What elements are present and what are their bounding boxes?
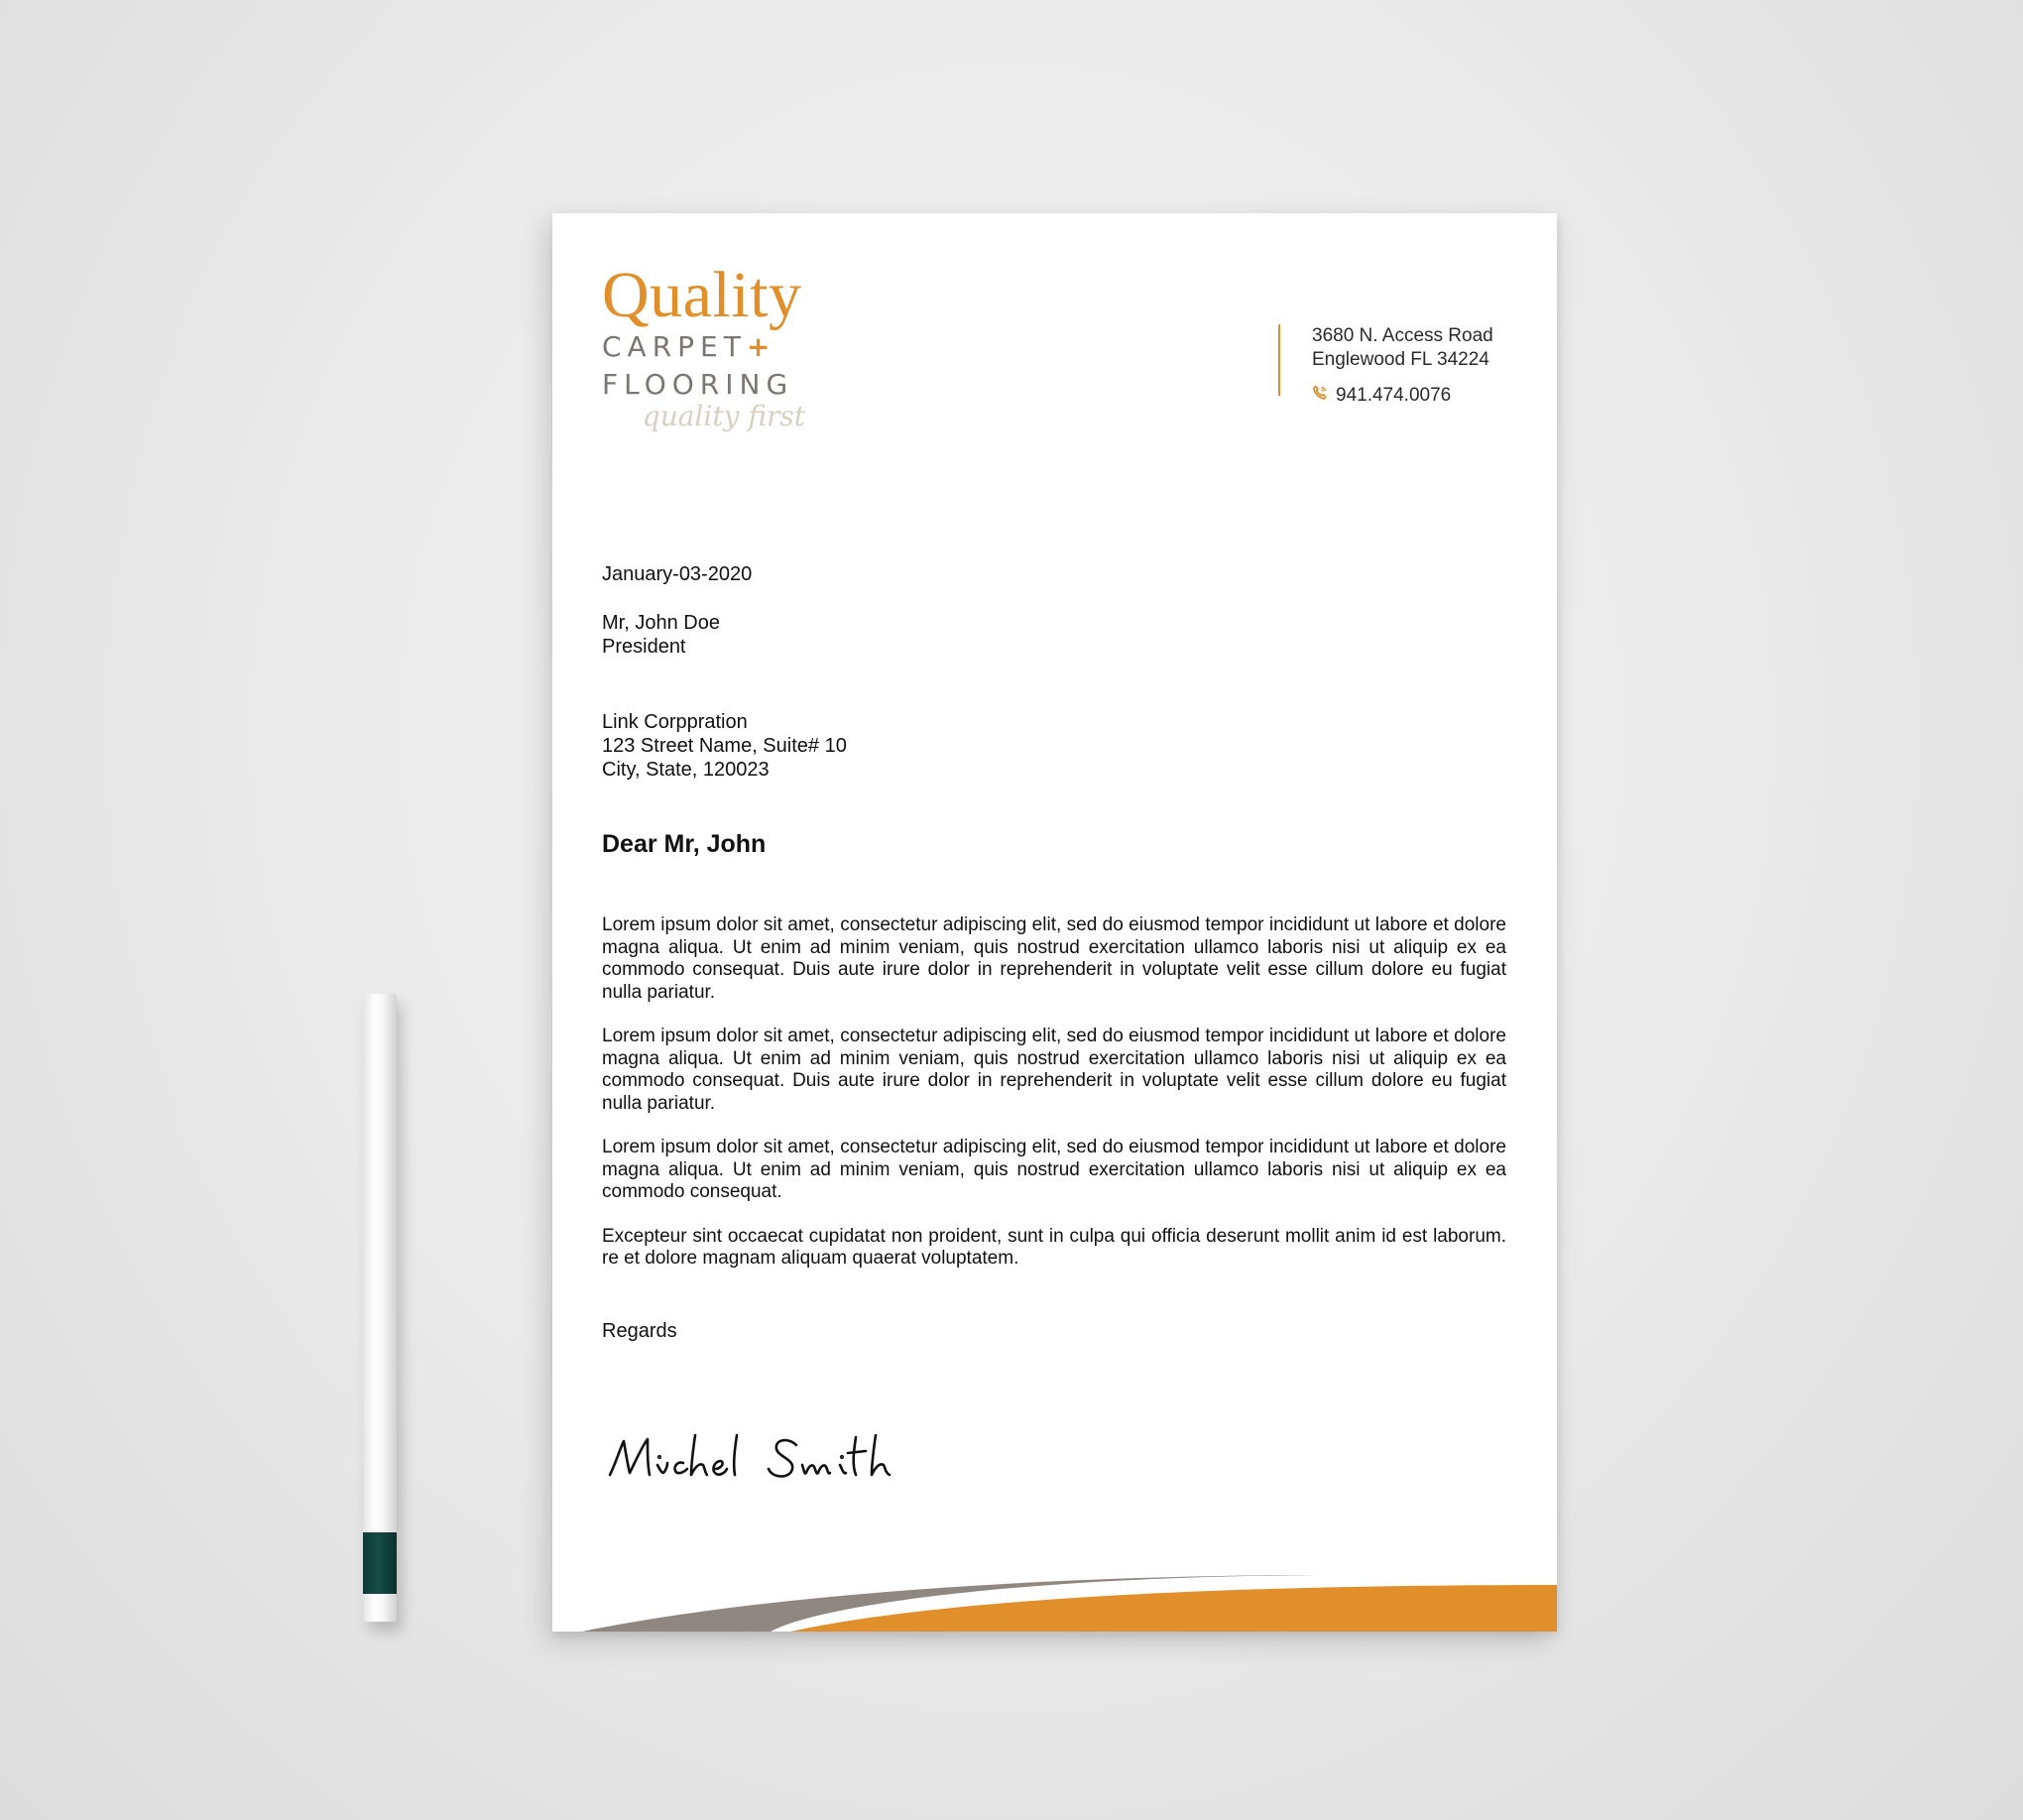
phone-icon [1312,384,1328,408]
company-address-block [602,710,1506,782]
body-paragraph-2: Lorem ipsum dolor sit amet, consectetur adipiscing elit, sed do eiusmod tempor incididunt ut labore et dolore magna aliqua. Ut enim ad minim veniam, quis nostrud exercitation ullamco laboris nisi ut aliquip ex ea commodo consequat. Duis aute irure dolor in reprehenderit in voluptate velit esse cillum dolore eu fugiat nulla pariatur. [602,1026,1506,1114]
logo-carpet-line [602,328,830,366]
body-paragraph-3: Lorem ipsum dolor sit amet, consectetur adipiscing elit, sed do eiusmod tempor incididunt ut labore et dolore magna aliqua. Ut enim ad minim veniam, quis nostrud exercitation ullamco laboris nisi ut aliquip ex ea commodo consequat. [602,1137,1506,1202]
closing: Regards [602,1320,677,1342]
recipient-name: Mr, John Doe [602,612,720,634]
address-line-2: Englewood FL 34224 [1312,349,1489,370]
phone-row [1312,384,1493,408]
body-paragraph-1: Lorem ipsum dolor sit amet, consectetur adipiscing elit, sed do eiusmod tempor incididunt ut labore et dolore magna aliqua. Ut enim ad minim veniam, quis nostrud exercitation ullamco laboris nisi ut aliquip ex ea commodo consequat. Duis aute irure dolor in reprehenderit in voluptate velit esse cillum dolore eu fugiat nulla pariatur. [602,914,1506,1003]
logo-tagline: quality first [642,400,805,432]
letterhead-paper [552,213,1557,1632]
signature [602,1423,899,1493]
pen-band [363,1532,397,1594]
recipient-block [602,611,1506,659]
address-line-1: 3680 N. Access Road [1312,325,1493,346]
logo-plus-sign: + [746,330,771,363]
company-name: Link Corppration [602,711,748,733]
footer-swoosh [552,1557,1557,1632]
company-logo [602,259,830,432]
letter-date: January-03-2020 [602,563,753,585]
contact-block [1278,324,1493,406]
letter-body [602,914,1506,1292]
company-city: City, State, 120023 [602,759,770,781]
logo-carpet-text: CARPET [602,330,747,363]
phone-number: 941.474.0076 [1336,385,1452,406]
body-paragraph-4: Excepteur sint occaecat cupidatat non proident, sunt in culpa qui officia deserunt mollit anim id est laborum. re et dolore magnam aliquam quaerat voluptatem. [602,1225,1506,1269]
salutation: Dear Mr, John [602,830,767,858]
logo-quality-text: Quality [602,259,802,331]
logo-flooring-text: FLOORING [602,368,794,401]
company-street: 123 Street Name, Suite# 10 [602,735,847,757]
pen [363,994,397,1622]
recipient-title: President [602,636,686,658]
